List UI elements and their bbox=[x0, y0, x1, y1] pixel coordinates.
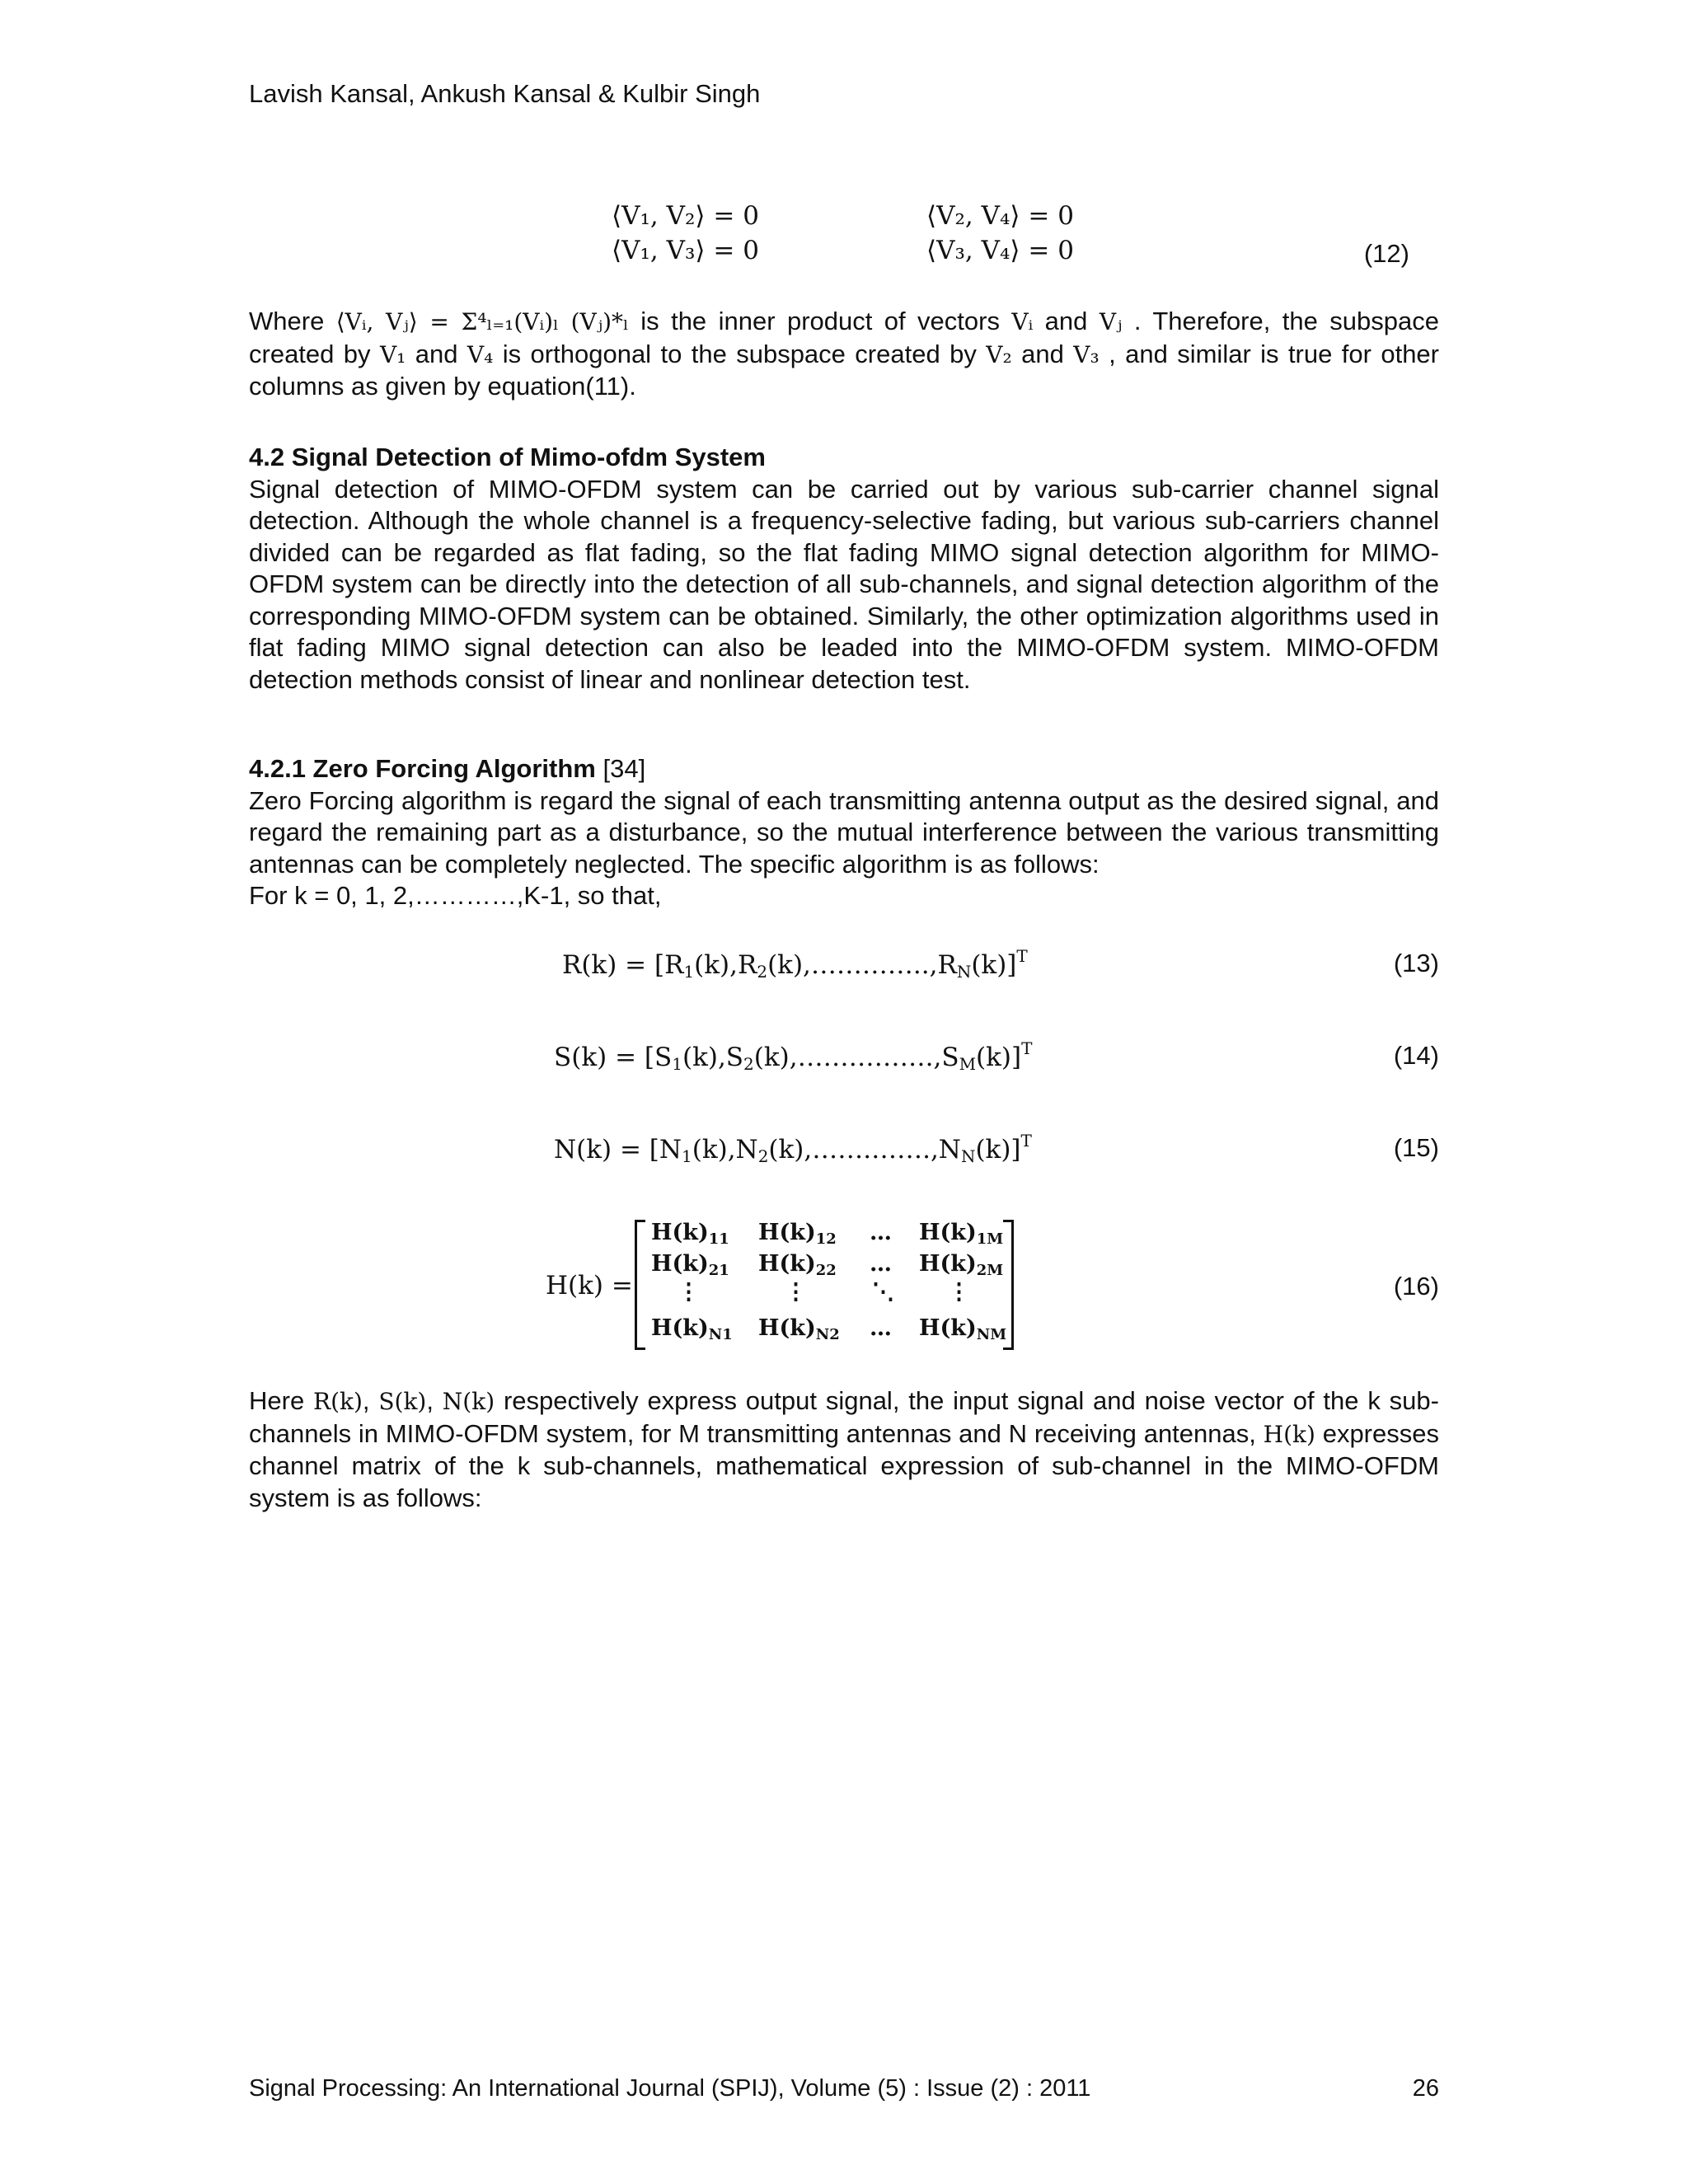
inner-product-formula: ⟨Vᵢ, Vⱼ⟩ = Σ⁴ₗ₌₁(Vᵢ)ₗ (Vⱼ)*ₗ bbox=[335, 308, 629, 335]
matrix-vdots: ⋮ bbox=[678, 1279, 700, 1305]
paragraph-inner-product: Where ⟨Vᵢ, Vⱼ⟩ = Σ⁴ₗ₌₁(Vᵢ)ₗ (Vⱼ)*ₗ is the inner product of vectors Vᵢ and Vⱼ . Therefore, the subspace created by V₁ and V₄ is orthogonal to the subspace created by V₂ and V₃ , and similar is true for other columns as given by equation(11). bbox=[249, 307, 1440, 401]
citation: [34] bbox=[595, 754, 646, 783]
eq13-number: (13) bbox=[1393, 949, 1439, 977]
page-number: 26 bbox=[1412, 2075, 1439, 2102]
eq12-line-d: ⟨V₃, V₄⟩ = 0 bbox=[926, 236, 1074, 265]
matrix-dots: … bbox=[870, 1220, 892, 1245]
eq12-line-b: ⟨V₁, V₃⟩ = 0 bbox=[612, 236, 759, 265]
matrix-vdots: ⋮ bbox=[948, 1279, 970, 1305]
section-4-2-1 bbox=[249, 753, 1439, 912]
section-4-2 bbox=[249, 442, 1439, 696]
matrix-cell: H(k)11 bbox=[651, 1220, 729, 1248]
eq16-number: (16) bbox=[1393, 1272, 1439, 1301]
eq12-number: (12) bbox=[1363, 239, 1409, 268]
matrix-dots: … bbox=[870, 1315, 892, 1341]
section-4-2-body: Signal detection of MIMO-OFDM system can be carried out by various sub-carrier channel signal detection. Although the whole channel is a frequency-selective fading, but various sub-carriers channel divided can be regarded as flat fading, so the flat fading MIMO signal detection algorithm for MIMO-OFDM system can be directly into the detection of all sub-channels, and signal detection algorithm of the corresponding MIMO-OFDM system can be obtained. Similarly, the other optimization algorithms used in flat fading MIMO signal detection can also be leaded into the MIMO-OFDM system. MIMO-OFDM detection methods consist of linear and nonlinear detection test. bbox=[249, 474, 1439, 694]
paragraph-here: Here R(k), S(k), N(k) respectively express output signal, the input signal and noise vector of the k sub-channels in MIMO-OFDM system, for M transmitting antennas and N receiving antennas, H(k) expresses channel matrix of the k sub-channels, mathematical expression of sub-channel in the MIMO-OFDM system is as follows: bbox=[249, 1386, 1439, 1512]
eq14: $S(k) = [S_1(k),S_2(k),\dots\dots\dots\dots\dots.,S_M(k)]^T$ bbox=[554, 1038, 1033, 1074]
section-4-2-1-heading: 4.2.1 Zero Forcing Algorithm bbox=[249, 754, 596, 783]
eq16-lhs: H(k) = bbox=[546, 1271, 633, 1301]
matrix-cell: H(k)21 bbox=[651, 1251, 729, 1279]
matrix-cell: H(k)N1 bbox=[651, 1315, 733, 1343]
matrix-left-bracket bbox=[635, 1220, 645, 1350]
eq13: $R(k) = [R_1(k),R_2(k),\dots\dots\dots\dots..,R_N(k)]^T$ bbox=[562, 946, 1028, 982]
matrix-cell: H(k)N2 bbox=[758, 1315, 840, 1343]
eq15-number: (15) bbox=[1393, 1133, 1439, 1162]
matrix-cell: H(k)22 bbox=[758, 1251, 837, 1279]
for-k-line: For k = 0, 1, 2,…………,K-1, so that, bbox=[249, 881, 662, 910]
matrix-cell: H(k)2M bbox=[919, 1251, 1004, 1279]
section-4-2-1-body: Zero Forcing algorithm is regard the signal of each transmitting antenna output as the desired signal, and regard the remaining part as a disturbance, so the mutual interference between the various transmitting antennas can be completely neglected. The specific algorithm is as follows: bbox=[249, 785, 1439, 879]
running-header: Lavish Kansal, Ankush Kansal & Kulbir Singh bbox=[249, 79, 761, 108]
eq15: $N(k) = [N_1(k),N_2(k),\dots\dots.\dots\dots.,N_N(k)]^T$ bbox=[554, 1131, 1032, 1166]
eq14-number: (14) bbox=[1393, 1041, 1439, 1070]
matrix-dots: … bbox=[870, 1251, 892, 1277]
matrix-vdots: ⋮ bbox=[785, 1279, 807, 1305]
matrix-cell: H(k)12 bbox=[758, 1220, 837, 1248]
eq12-line-c: ⟨V₂, V₄⟩ = 0 bbox=[926, 201, 1074, 231]
matrix-cell: H(k)NM bbox=[919, 1315, 1007, 1343]
section-4-2-heading: 4.2 Signal Detection of Mimo-ofdm System bbox=[249, 443, 766, 471]
running-footer: Signal Processing: An International Journal (SPIJ), Volume (5) : Issue (2) : 2011 bbox=[249, 2075, 1091, 2102]
matrix-cell: H(k)1M bbox=[919, 1220, 1004, 1248]
channel-matrix bbox=[635, 1220, 1014, 1348]
matrix-ddots: ⋱ bbox=[872, 1279, 894, 1305]
eq12-line-a: ⟨V₁, V₂⟩ = 0 bbox=[612, 201, 759, 231]
